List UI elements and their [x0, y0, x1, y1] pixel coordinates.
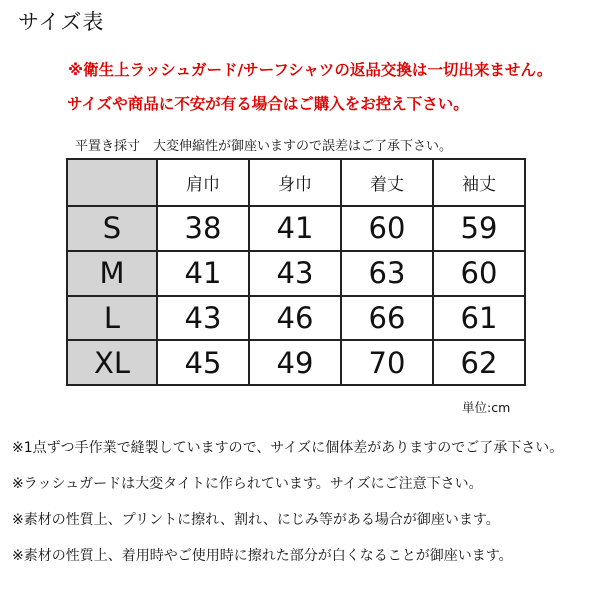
header-body-width: 身巾	[249, 159, 341, 206]
page-title: サイズ表	[18, 10, 105, 34]
table-cell: 41	[157, 251, 249, 296]
table-cell: 70	[341, 340, 433, 385]
table-cell: 60	[341, 206, 433, 251]
table-cell: 43	[157, 296, 249, 341]
header-shoulder-width: 肩巾	[157, 159, 249, 206]
note-tight-fit: ※ラッシュガードは大変タイトに作られています。サイズにご注意下さい。	[12, 476, 483, 492]
size-label: XL	[67, 340, 157, 385]
warning-no-returns: ※衛生上ラッシュガード/サーフシャツの返品交換は一切出来ません。	[68, 61, 553, 79]
size-label: M	[67, 251, 157, 296]
table-row	[67, 251, 525, 296]
table-row	[67, 340, 525, 385]
size-label: L	[67, 296, 157, 341]
table-cell: 46	[249, 296, 341, 341]
table-cell: 61	[433, 296, 525, 341]
note-whitening: ※素材の性質上、着用時やご使用時に擦れた部分が白くなることが御座います。	[12, 548, 513, 564]
measurement-caption: 平置き採寸 大変伸縮性が御座いますので誤差はご了承下さい。	[75, 139, 453, 154]
table-cell: 49	[249, 340, 341, 385]
table-cell: 66	[341, 296, 433, 341]
size-label: S	[67, 206, 157, 251]
note-handmade-variance: ※1点ずつ手作業で縫製していますので、サイズに個体差がありますのでご了承下さい。	[12, 440, 564, 456]
unit-label: 単位:cm	[462, 400, 511, 415]
table-cell: 41	[249, 206, 341, 251]
table-cell: 43	[249, 251, 341, 296]
notes-list	[12, 430, 563, 574]
size-table	[66, 158, 526, 386]
header-length: 着丈	[341, 159, 433, 206]
table-row	[67, 296, 525, 341]
note-print-wear: ※素材の性質上、プリントに擦れ、割れ、にじみ等がある場合が御座います。	[12, 512, 500, 528]
header-sleeve-length: 袖丈	[433, 159, 525, 206]
table-cell: 59	[433, 206, 525, 251]
table-cell: 38	[157, 206, 249, 251]
warning-purchase-caution: サイズや商品に不安が有る場合はご購入をお控え下さい。	[67, 95, 469, 113]
table-row	[67, 206, 525, 251]
table-cell: 45	[157, 340, 249, 385]
table-cell: 63	[341, 251, 433, 296]
table-corner-cell	[67, 159, 157, 206]
table-cell: 60	[433, 251, 525, 296]
table-header-row	[67, 159, 525, 206]
table-cell: 62	[433, 340, 525, 385]
